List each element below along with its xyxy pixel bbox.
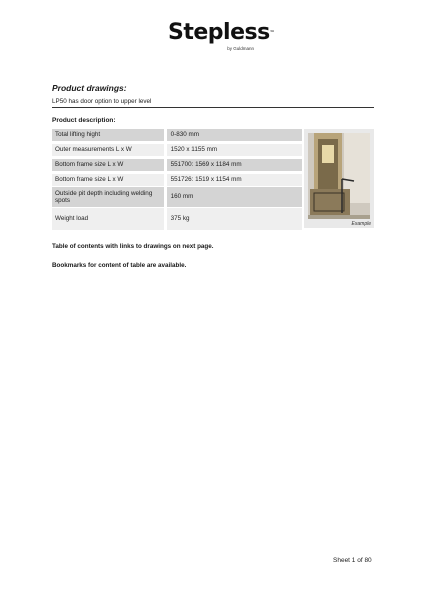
spec-row: [52, 208, 302, 230]
spec-row: [52, 187, 302, 207]
spec-table: [52, 129, 302, 230]
page-heading: Product drawings:: [52, 83, 127, 93]
spec-label: Bottom frame size L x W: [52, 159, 164, 171]
spec-label: Bottom frame size L x W: [52, 174, 164, 186]
spec-value: 1520 x 1155 mm: [167, 144, 302, 156]
spec-value: 375 kg: [167, 208, 302, 230]
spec-label: Outer measurements L x W: [52, 144, 164, 156]
section-label: Product description:: [52, 117, 116, 124]
spec-label: Outside pit depth including welding spots: [52, 187, 164, 207]
sheet-number: Sheet 1 of 80: [333, 557, 372, 564]
lift-platform-photo: [308, 133, 370, 219]
spec-row: [52, 174, 302, 186]
logo-subline: by Guldmann: [227, 46, 254, 51]
spec-value: 551726: 1519 x 1154 mm: [167, 174, 302, 186]
logo-wordmark: Stepless™: [168, 20, 275, 45]
stepless-logo: [168, 20, 275, 51]
bookmarks-note: Bookmarks for content of table are available.: [52, 262, 187, 269]
spec-label: Weight load: [52, 208, 164, 230]
spec-row: [52, 159, 302, 171]
spec-row: [52, 144, 302, 156]
spec-value: 0-830 mm: [167, 129, 302, 141]
photo-caption: Example: [351, 221, 371, 227]
spec-value: 160 mm: [167, 187, 302, 207]
spec-value: 551700: 1569 x 1184 mm: [167, 159, 302, 171]
spec-label: Total lifting hight: [52, 129, 164, 141]
spec-row: [52, 129, 302, 141]
toc-note: Table of contents with links to drawings on next page.: [52, 243, 214, 250]
product-photo: [304, 129, 374, 228]
page-subheading: LP50 has door option to upper level: [52, 98, 374, 108]
